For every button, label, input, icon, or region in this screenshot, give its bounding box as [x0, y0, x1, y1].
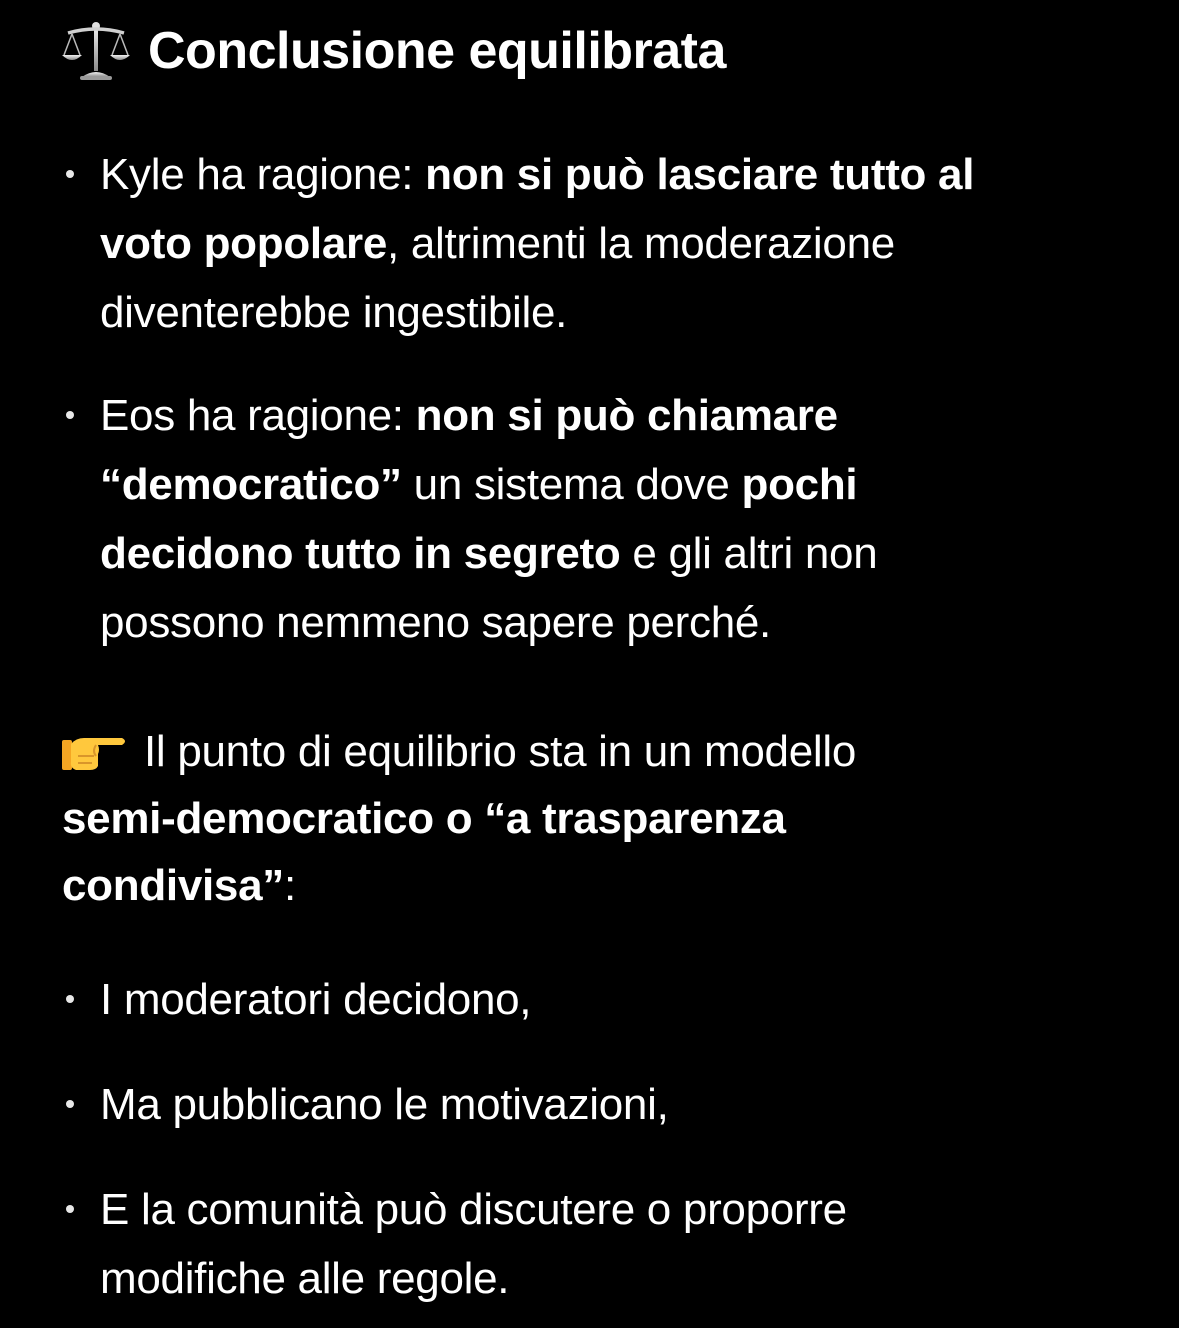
- text-run: possono nemmeno sapere perché.: [100, 598, 771, 647]
- text-run: diventerebbe ingestibile.: [100, 288, 568, 337]
- balance-point-paragraph: [62, 718, 1152, 919]
- text-run: Eos ha ragione:: [100, 391, 416, 440]
- text-line: Ma pubblicano le motivazioni,: [100, 1080, 669, 1129]
- text-line: [100, 381, 1152, 450]
- text-line: [62, 785, 1152, 852]
- text-run: e gli altri non: [620, 529, 878, 578]
- emphasis-text: non si può lasciare tutto al: [425, 150, 975, 199]
- text-line: E la comunità può discutere o proporre: [100, 1185, 847, 1234]
- emphasis-text: condivisa”: [62, 861, 284, 910]
- emphasis-text: semi-democratico o “a trasparenza: [62, 794, 786, 843]
- text-line: modifiche alle regole.: [100, 1254, 510, 1303]
- text-run: Kyle ha ragione:: [100, 150, 426, 199]
- text-run: un sistema dove: [401, 460, 742, 509]
- text-line: [100, 450, 1152, 519]
- perspectives-list: [62, 140, 1152, 657]
- section-title: Conclusione equilibrata: [148, 22, 726, 80]
- list-item: [62, 1175, 1152, 1313]
- pointing-right-hand-icon: [62, 732, 128, 772]
- list-item: [62, 1070, 1152, 1139]
- text-line: [100, 209, 1152, 278]
- text-line: I moderatori decidono,: [100, 975, 532, 1024]
- list-item: [62, 965, 1152, 1034]
- message-content: [62, 18, 1152, 1313]
- text-line: [100, 519, 1152, 588]
- text-run: , altrimenti la moderazione: [387, 219, 895, 268]
- emphasis-text: non si può chiamare: [415, 391, 838, 440]
- text-run: :: [283, 861, 296, 910]
- emphasis-text: decidono tutto in segreto: [100, 529, 621, 578]
- emphasis-text: pochi: [741, 460, 858, 509]
- text-line: [100, 278, 1152, 347]
- emphasis-text: voto popolare: [100, 219, 387, 268]
- text-run: Il punto di equilibrio sta in un modello: [144, 727, 857, 776]
- balance-scale-icon: [62, 21, 130, 81]
- proposal-list: [62, 965, 1152, 1313]
- text-line: [100, 140, 1152, 209]
- list-item-kyle: [62, 140, 1152, 347]
- text-line: [62, 852, 1152, 919]
- emphasis-text: “democratico”: [100, 460, 402, 509]
- list-item-eos: [62, 381, 1152, 657]
- text-line: [62, 718, 1152, 785]
- section-heading: [62, 18, 1152, 84]
- text-line: [100, 588, 1152, 657]
